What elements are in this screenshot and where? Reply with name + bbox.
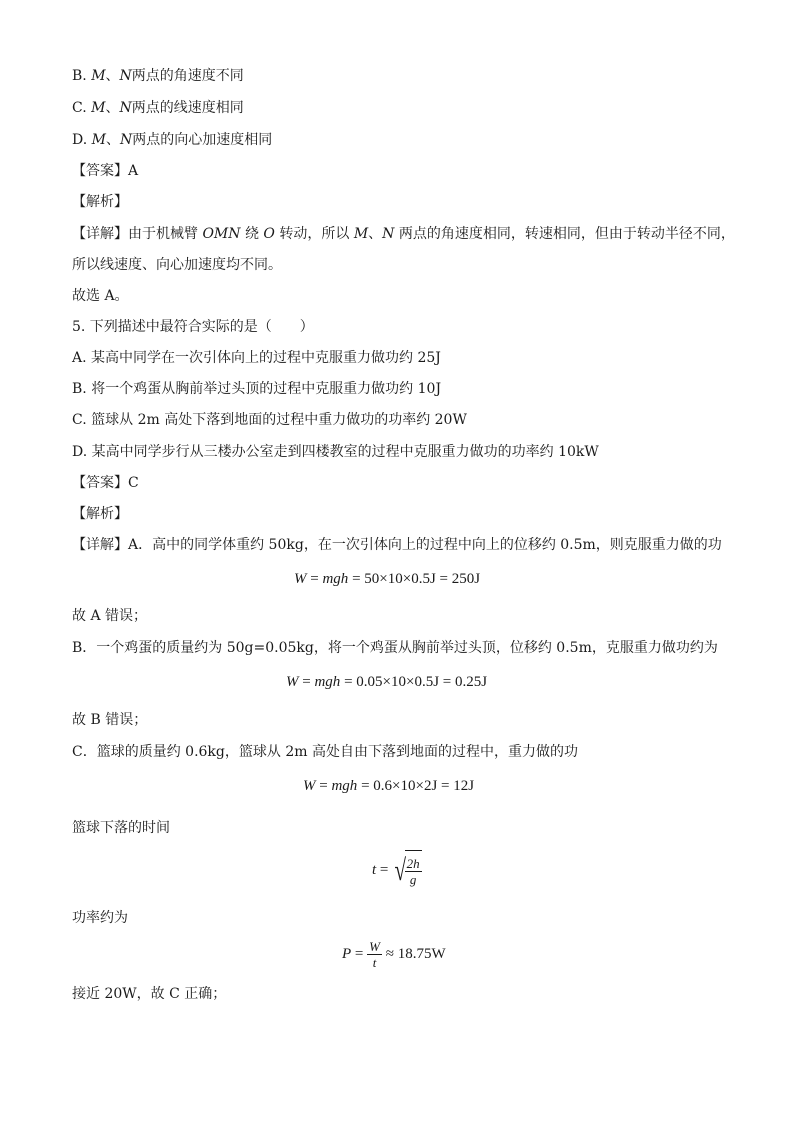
option-letter: B. <box>72 68 92 84</box>
choice-line <box>72 286 129 306</box>
q5-option-a <box>72 348 441 368</box>
detail-text: A．高中的同学体重约 50kg，在一次引体向上的过程中向上的位移约 0.5m，则克服重力做的功 <box>128 537 722 553</box>
eq-rhs: = 0.05×10×0.5J = 0.25J <box>340 674 488 690</box>
detail-text: 、 <box>368 226 383 242</box>
detail-text: 功率约为 <box>72 910 128 926</box>
eq-sign: = <box>306 571 323 587</box>
option-b <box>72 66 244 86</box>
detail-text: 两点的角速度相同，转速相同，但由于转动半径不同， <box>394 226 735 242</box>
detail-label: 【详解】 <box>72 537 128 553</box>
eq-sign: = <box>298 674 315 690</box>
option-text: 两点的角速度不同 <box>131 68 244 84</box>
detail-text: C．篮球的质量约 0.6kg，篮球从 2m 高处自由下落到地面的过程中，重力做的功 <box>72 744 578 760</box>
equation-work-b <box>286 672 487 692</box>
frac-numerator: 2h <box>406 856 420 872</box>
separator: 、 <box>105 132 120 148</box>
q5-option-b <box>72 379 441 399</box>
eq-lhs: t <box>372 862 377 878</box>
equation-work-a <box>294 569 480 589</box>
q5-detail-b <box>72 638 718 658</box>
var-o: O <box>263 226 275 242</box>
equation-power <box>342 934 446 974</box>
eq-lhs: W <box>303 778 316 794</box>
option-d <box>72 130 272 150</box>
fraction <box>405 856 422 887</box>
equation-work-c <box>303 776 474 796</box>
option-text: 两点的线速度相同 <box>131 100 244 116</box>
option-c <box>72 98 244 118</box>
option-text: D. 某高中同学步行从三楼办公室走到四楼教室的过程中克服重力做功的功率约 10kW <box>72 444 599 460</box>
option-letter: D. <box>72 132 92 148</box>
eq-sign: = <box>376 862 393 878</box>
analysis-label: 【解析】 <box>72 506 128 522</box>
var-omn: OMN <box>202 226 241 242</box>
eq-sign: = <box>315 778 332 794</box>
option-text: 两点的向心加速度相同 <box>132 132 273 148</box>
conclusion-c <box>72 984 226 1004</box>
var-m: M <box>353 226 369 242</box>
choice-text: 故选 A。 <box>72 288 129 304</box>
answer-value: C <box>128 475 139 491</box>
detail-line-1 <box>72 224 735 244</box>
var-m: M <box>91 68 106 84</box>
answer-label: 【答案】 <box>72 475 128 491</box>
eq-mgh: mgh <box>322 571 349 587</box>
detail-text: 篮球下落的时间 <box>72 820 170 836</box>
var-m: M <box>91 132 106 148</box>
eq-sign: = <box>351 946 368 962</box>
var-n: N <box>119 68 132 84</box>
var-n: N <box>119 132 133 148</box>
conclusion-text: 故 B 错误； <box>72 712 148 728</box>
var-n: N <box>382 226 395 242</box>
frac-numerator: W <box>369 939 380 955</box>
eq-lhs: P <box>342 946 352 962</box>
separator: 、 <box>105 68 120 84</box>
q5-detail-a <box>72 535 722 555</box>
detail-text: 绕 <box>240 226 264 242</box>
detail-text: 所以线速度、向心加速度均不同。 <box>72 257 282 273</box>
eq-rhs: = 0.6×10×2J = 12J <box>357 778 475 794</box>
answer-line <box>72 161 138 181</box>
conclusion-text: 接近 20W，故 C 正确； <box>72 986 227 1002</box>
analysis-label: 【解析】 <box>72 194 128 210</box>
option-letter: C. <box>72 100 92 116</box>
answer-value: A <box>128 163 139 179</box>
eq-mgh: mgh <box>331 778 358 794</box>
answer-label: 【答案】 <box>72 163 128 179</box>
detail-label: 【详解】 <box>72 226 128 242</box>
fall-time-label <box>72 818 170 838</box>
separator: 、 <box>105 100 120 116</box>
question-text: 5. 下列描述中最符合实际的是（ ） <box>72 319 314 335</box>
var-m: M <box>91 100 106 116</box>
conclusion-b <box>72 710 147 730</box>
fraction <box>367 939 382 970</box>
var-n: N <box>119 100 132 116</box>
detail-line-2 <box>72 255 282 275</box>
q5-option-d <box>72 442 599 462</box>
sqrt-symbol: √ $\frac{2h}{g}$ <box>392 850 421 891</box>
option-text: A. 某高中同学在一次引体向上的过程中克服重力做功约 25J <box>72 350 441 366</box>
option-text: C. 篮球从 2m 高处下落到地面的过程中重力做功的功率约 20W <box>72 412 467 428</box>
q5-detail-c <box>72 742 578 762</box>
eq-mgh: mgh <box>314 674 341 690</box>
power-label <box>72 908 128 928</box>
detail-text: B．一个鸡蛋的质量约为 50g=0.05kg，将一个鸡蛋从胸前举过头顶，位移约 0.5m，克服重力做功约为 <box>72 640 718 656</box>
question-5-stem <box>72 317 314 337</box>
eq-lhs: W <box>294 571 307 587</box>
detail-text: 由于机械臂 <box>128 226 203 242</box>
q5-option-c <box>72 410 467 430</box>
equation-fall-time <box>372 850 422 892</box>
frac-denominator: t <box>372 955 377 971</box>
detail-text: 转动，所以 <box>274 226 354 242</box>
q5-answer-line <box>72 473 139 493</box>
eq-lhs: W <box>286 674 299 690</box>
option-text: B. 将一个鸡蛋从胸前举过头顶的过程中克服重力做功约 10J <box>72 381 442 397</box>
eq-rhs: = 50×10×0.5J = 250J <box>348 571 481 587</box>
eq-rhs: ≈ 18.75W <box>381 946 446 962</box>
frac-denominator: g <box>409 872 417 888</box>
q5-analysis-heading <box>72 504 128 524</box>
conclusion-text: 故 A 错误； <box>72 608 148 624</box>
analysis-heading <box>72 192 128 212</box>
conclusion-a <box>72 606 147 626</box>
